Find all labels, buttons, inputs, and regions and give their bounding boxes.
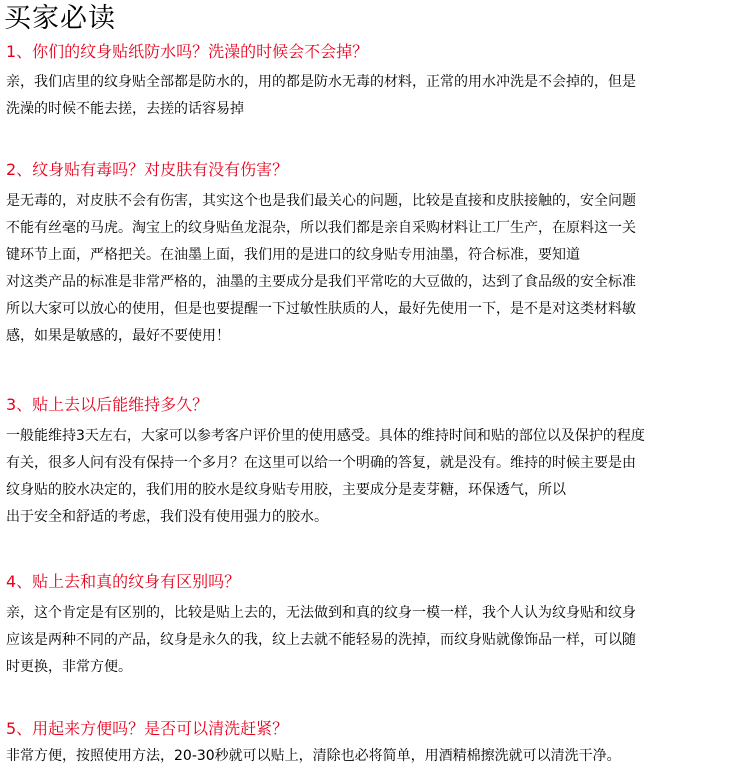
answer-line: 非常方便，按照使用方法，20-30秒就可以贴上，清除也必将简单，用酒精棉擦洗就可以清洗干净。 bbox=[6, 748, 621, 764]
answer-line: 对这类产品的标准是非常严格的，油墨的主要成分是我们平常吃的大豆做的，达到了食品级的安全标准 bbox=[6, 274, 636, 290]
answer-1 bbox=[6, 69, 746, 123]
answer-line: 是无毒的，对皮肤不会有伤害，其实这个也是我们最关心的问题，比较是直接和皮肤接触的，安全问题 bbox=[6, 193, 636, 209]
answer-line: 感，如果是敏感的，最好不要使用！ bbox=[6, 328, 230, 344]
answer-line: 时更换，非常方便。 bbox=[6, 659, 132, 675]
answer-5 bbox=[6, 743, 746, 770]
answer-line: 有关，很多人问有没有保持一个多月？在这里可以给一个明确的答复，就是没有。维持的时候主要是由 bbox=[6, 455, 636, 471]
answer-line: 所以大家可以放心的使用，但是也要提醒一下过敏性肤质的人，最好先使用一下，是不是对这类材料敏 bbox=[6, 301, 636, 317]
question-1: 1、你们的纹身贴纸防水吗？洗澡的时候会不会掉？ bbox=[6, 42, 369, 61]
answer-line: 键环节上面，严格把关。在油墨上面，我们用的是进口的纹身贴专用油墨，符合标准，要知道 bbox=[6, 247, 580, 263]
question-3: 3、贴上去以后能维持多久？ bbox=[6, 395, 209, 414]
question-5: 5、用起来方便吗？是否可以清洗赶紧？ bbox=[6, 719, 289, 738]
answer-line: 应该是两种不同的产品，纹身是永久的我，纹上去就不能轻易的洗掉，而纹身贴就像饰品一样，可以随 bbox=[6, 632, 636, 648]
question-2: 2、纹身贴有毒吗？对皮肤有没有伤害？ bbox=[6, 160, 289, 179]
answer-line: 不能有丝毫的马虎。淘宝上的纹身贴鱼龙混杂，所以我们都是亲自采购材料让工厂生产，在原料这一关 bbox=[6, 220, 636, 236]
page-title: 买家必读 bbox=[4, 3, 116, 34]
answer-line: 洗澡的时候不能去搓，去搓的话容易掉 bbox=[6, 101, 244, 117]
question-4: 4、贴上去和真的纹身有区别吗？ bbox=[6, 572, 241, 591]
answer-line: 一般能维持3天左右，大家可以参考客户评价里的使用感受。具体的维持时间和贴的部位以及保护的程度 bbox=[6, 428, 645, 444]
answer-3 bbox=[6, 423, 746, 531]
answer-4 bbox=[6, 600, 746, 681]
answer-2 bbox=[6, 188, 746, 350]
answer-line: 纹身贴的胶水决定的，我们用的胶水是纹身贴专用胶，主要成分是麦芽糖，环保透气，所以 bbox=[6, 482, 566, 498]
answer-line: 亲，我们店里的纹身贴全部都是防水的，用的都是防水无毒的材料，正常的用水冲洗是不会掉的，但是 bbox=[6, 74, 636, 90]
answer-line: 出于安全和舒适的考虑，我们没有使用强力的胶水。 bbox=[6, 509, 328, 525]
answer-line: 亲，这个肯定是有区别的，比较是贴上去的，无法做到和真的纹身一模一样，我个人认为纹身贴和纹身 bbox=[6, 605, 636, 621]
